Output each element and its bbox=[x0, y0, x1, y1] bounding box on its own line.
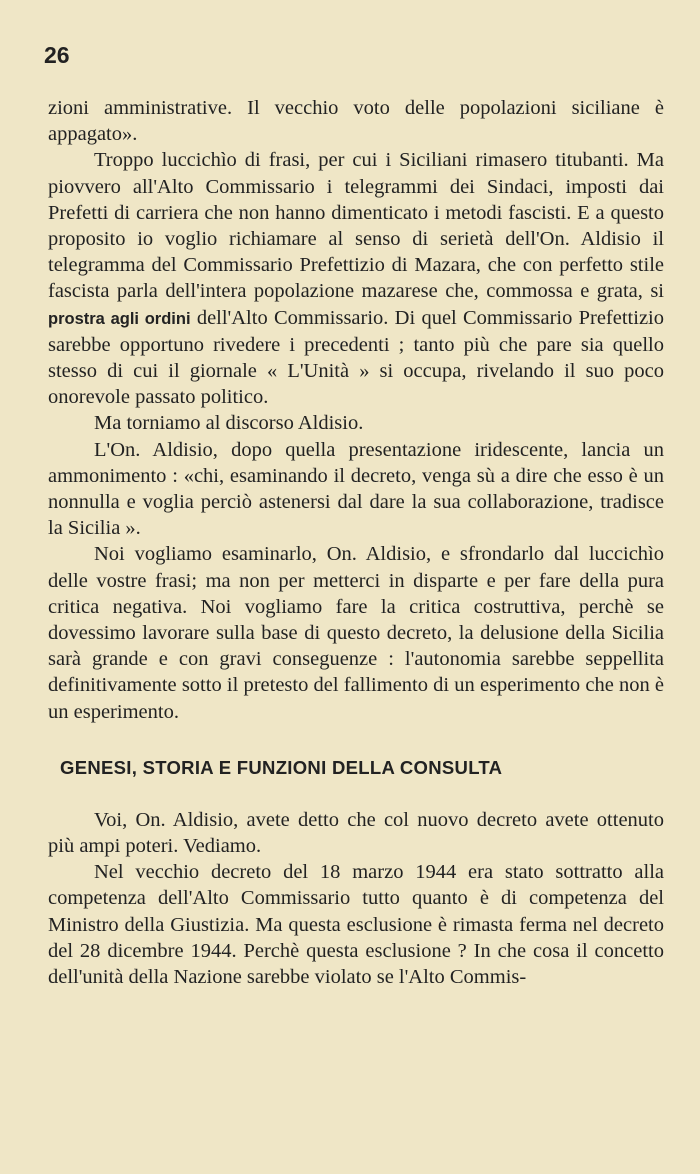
page-number: 26 bbox=[44, 42, 70, 68]
paragraph-5: Noi vogliamo esaminarlo, On. Aldisio, e sfrondarlo dal luccichìo delle vostre frasi; ma non per metterci in disparte e per fare della pura critica negativa. Noi vogliamo fare la critica costruttiva, perchè se dovessimo lavorare sulla base di questo decreto, la delusione della Sicilia sarà grande e con gravi conseguenze : l'autonomia sarebbe seppellita definitivamente sotto il pretesto del fallimento di un esperimento che non è un esperimento. bbox=[48, 543, 664, 723]
paragraph-3: Ma torniamo al discorso Aldisio. bbox=[94, 412, 364, 435]
section-heading: GENESI, STORIA E FUNZIONI DELLA CONSULTA bbox=[60, 756, 503, 778]
body-text-bottom bbox=[48, 807, 664, 990]
bold-phrase: prostra agli ordini bbox=[48, 309, 191, 328]
paragraph-4: L'On. Aldisio, dopo quella presentazione iridescente, lancia un ammonimento : «chi, esaminando il decreto, venga sù a dire che esso è un nonnulla e voglia perciò astenersi dal dare la sua collaborazione, tradisce la Sicilia ». bbox=[48, 438, 664, 540]
paragraph-2 bbox=[48, 147, 664, 410]
paragraph-2-continuation: dell'Alto Commissario. Di quel Commissario Prefettizio sarebbe opportuno rivedere i precedenti ; tanto più che pare sia quello stesso di cui il giornale « L'Unità » si occupa, rivelando il suo poco onorevole passato politico. bbox=[48, 306, 664, 409]
paragraph-7: Nel vecchio decreto del 18 marzo 1944 era stato sottratto alla competenza dell'Alto Commissario tutto quanto è di competenza del Ministro della Giustizia. Ma questa esclusione è rimasta ferma nel decreto del 28 dicembre 1944. Perchè questa esclusione ? In che cosa il concetto dell'unità della Nazione sarebbe violato se l'Alto Commis- bbox=[48, 861, 664, 989]
body-text-top bbox=[48, 95, 664, 725]
paragraph-1: zioni amministrative. Il vecchio voto delle popolazioni siciliane è appagato». bbox=[48, 97, 664, 146]
paragraph-2-text: Troppo luccichìo di frasi, per cui i Siciliani rimasero titubanti. Ma piovvero all'Alto Commissario i telegrammi dei Sindaci, imposti dai Prefetti di carriera che non hanno dimenticato i metodi fascisti. E a questo proposito io voglio richiamare al senso di serietà dell'On. Aldisio il telegramma del Commissario Prefettizio di Mazara, che con perfetto stile fascista parla dell'intera popolazione mazarese che, commossa e grata, si bbox=[48, 149, 664, 303]
paragraph-6: Voi, On. Aldisio, avete detto che col nuovo decreto avete ottenuto più ampi poteri. Vediamo. bbox=[48, 808, 664, 858]
